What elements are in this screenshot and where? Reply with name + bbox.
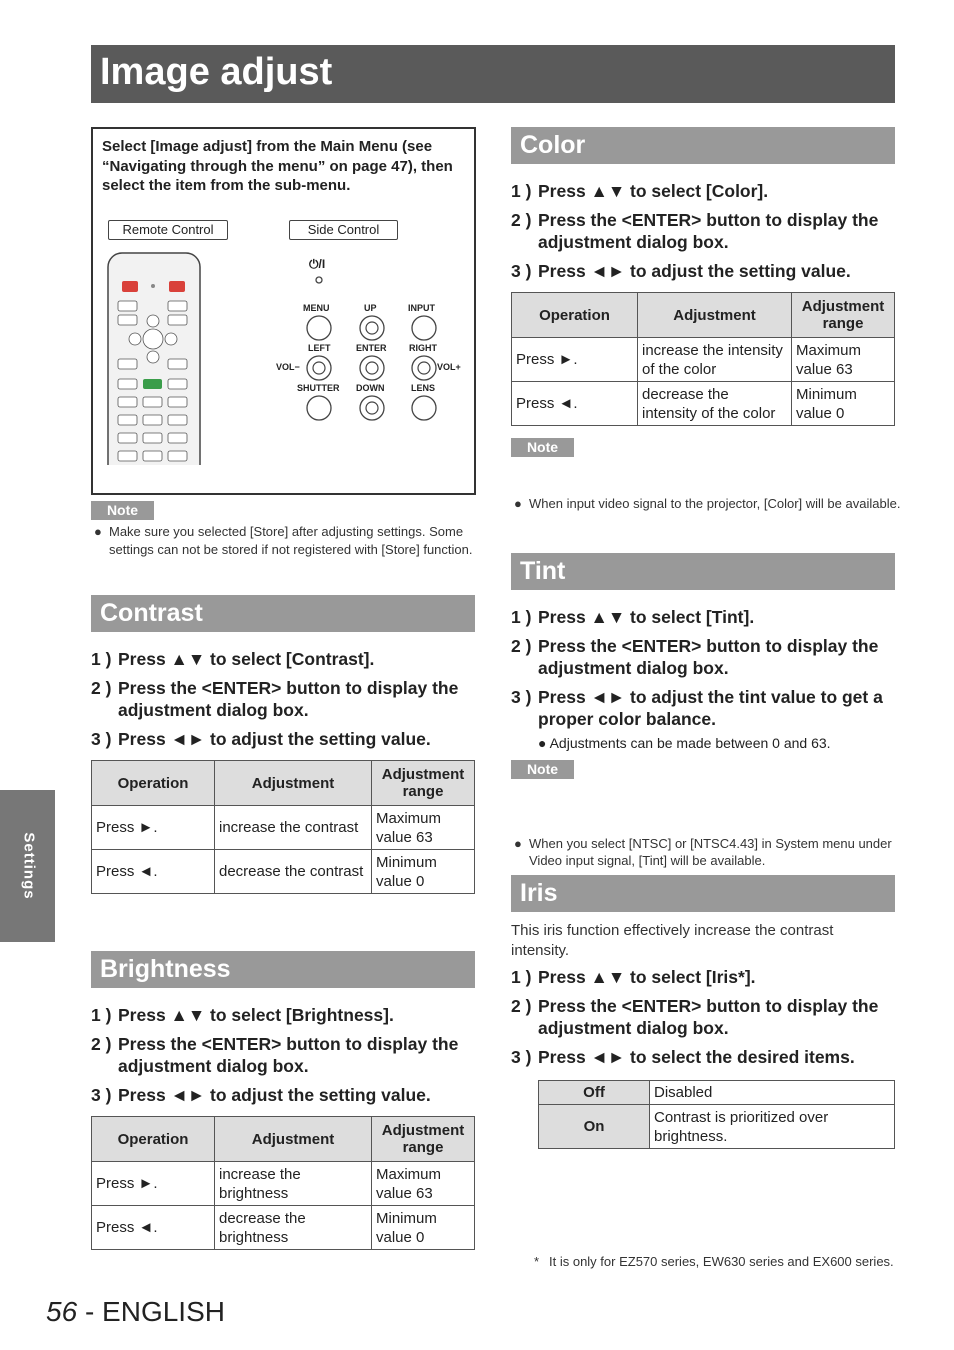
step-text: Press ◄► to select the desired items. [538, 1047, 855, 1067]
step [511, 260, 895, 282]
brightness-title: Brightness [100, 955, 231, 983]
header-range: Adjustment range [372, 761, 475, 806]
step [91, 677, 475, 721]
note-label: Note [511, 760, 574, 779]
iris-intro: This iris function effectively increase the contrast intensity. [511, 922, 834, 959]
tint-title: Tint [520, 557, 566, 585]
step-text: Press the <ENTER> button to display the adjustment dialog box. [118, 1034, 459, 1076]
step-number: 2 ) [91, 1034, 112, 1054]
note-label: Note [511, 438, 574, 457]
brightness-steps [91, 1004, 475, 1113]
header-range: Adjustment range [372, 1117, 475, 1162]
step-text: Press ▲▼ to select [Contrast]. [118, 649, 375, 669]
step-number: 3 ) [511, 261, 532, 281]
iris-option-on: On [539, 1105, 650, 1149]
footer-language: - ENGLISH [84, 1296, 225, 1327]
iris-title: Iris [520, 879, 558, 907]
tint-note-text: When you select [NTSC] or [NTSC4.43] in System menu under Video input signal, [Tint] will be available. [529, 835, 892, 868]
step-text: Press ▲▼ to select [Brightness]. [118, 1005, 394, 1025]
step-number: 1 ) [91, 649, 112, 669]
step-text: Press ▲▼ to select [Tint]. [538, 607, 755, 627]
bullet-icon: ● [94, 524, 102, 539]
step [91, 648, 475, 670]
intro-note [91, 523, 489, 558]
side-control-label: Side Control [289, 220, 398, 240]
step-number: 3 ) [511, 687, 532, 707]
brightness-heading [91, 951, 475, 988]
header-operation: Operation [512, 293, 638, 338]
cell-adjustment: increase the contrast [215, 806, 372, 850]
step-number: 1 ) [511, 181, 532, 201]
step [511, 635, 895, 679]
cell-operation: Press ►. [92, 806, 215, 850]
table-row [92, 806, 475, 850]
step-number: 1 ) [91, 1005, 112, 1025]
step [511, 209, 895, 253]
iris-footnote [531, 1253, 911, 1271]
step-text: Press the <ENTER> button to display the adjustment dialog box. [538, 996, 879, 1038]
step [511, 995, 895, 1039]
color-table [511, 292, 895, 426]
cell-range: Minimum value 0 [792, 382, 895, 426]
tint-sub-note [538, 732, 895, 754]
header-range: Adjustment range [792, 293, 895, 338]
step-number: 2 ) [511, 996, 532, 1016]
intro-text: Select [Image adjust] from the Main Menu (see “Navigating through the menu” on page 47), then select the item from the sub-menu. [102, 138, 453, 194]
down-button-label: DOWN [356, 383, 385, 393]
page-number: 56 [46, 1296, 78, 1327]
color-note [511, 495, 909, 513]
footnote-mark: * [534, 1253, 540, 1269]
side-tab [0, 790, 55, 942]
step-number: 3 ) [91, 729, 112, 749]
step [91, 1004, 475, 1026]
cell-range: Maximum value 63 [372, 1162, 475, 1206]
up-button-label: UP [364, 303, 377, 313]
step [511, 966, 895, 988]
iris-table [538, 1080, 895, 1149]
shutter-button-label: SHUTTER [297, 383, 340, 393]
table-row [539, 1081, 895, 1105]
step-text: Press the <ENTER> button to display the adjustment dialog box. [118, 678, 459, 720]
header-operation: Operation [92, 761, 215, 806]
iris-option-off: Off [539, 1081, 650, 1105]
cell-adjustment: increase the intensity of the color [638, 338, 792, 382]
side-control-illustration [269, 251, 474, 426]
right-button-label: RIGHT [409, 343, 437, 353]
bullet-icon: ● [538, 735, 550, 751]
step [91, 1084, 475, 1106]
step-number: 2 ) [511, 636, 532, 656]
table-row [512, 382, 895, 426]
cell-adjustment: decrease the intensity of the color [638, 382, 792, 426]
step-text: Press ◄► to adjust the setting value. [118, 1085, 431, 1105]
tint-note [511, 835, 913, 870]
step [91, 1033, 475, 1077]
step-text: Press ▲▼ to select [Color]. [538, 181, 769, 201]
iris-option-on-desc: Contrast is prioritized over brightness. [650, 1105, 895, 1149]
step-number: 2 ) [511, 210, 532, 230]
footer [46, 1296, 225, 1328]
header-adjustment: Adjustment [215, 761, 372, 806]
vol-minus-label: VOL− [276, 362, 300, 372]
step-number: 3 ) [511, 1047, 532, 1067]
step-text: Press the <ENTER> button to display the adjustment dialog box. [538, 210, 879, 252]
table-row [92, 850, 475, 894]
cell-operation: Press ◄. [512, 382, 638, 426]
step-text: Press ▲▼ to select [Iris*]. [538, 967, 756, 987]
table-row [512, 338, 895, 382]
color-note-text: When input video signal to the projector, [Color] will be available. [529, 496, 901, 511]
cell-adjustment: decrease the brightness [215, 1206, 372, 1250]
remote-control-label: Remote Control [108, 220, 228, 240]
side-tab-label: Settings [20, 832, 38, 900]
step [511, 686, 895, 754]
cell-operation: Press ◄. [92, 850, 215, 894]
step [511, 180, 895, 202]
intro-box [91, 127, 476, 495]
power-button-label: ⏻/I [309, 257, 326, 271]
cell-range: Minimum value 0 [372, 1206, 475, 1250]
cell-operation: Press ►. [512, 338, 638, 382]
menu-button-label: MENU [303, 303, 330, 313]
iris-option-off-desc: Disabled [650, 1081, 895, 1105]
step-number: 2 ) [91, 678, 112, 698]
cell-range: Minimum value 0 [372, 850, 475, 894]
intro-note-text: Make sure you selected [Store] after adjusting settings. Some settings can not be stored if not registered with [Store] function. [109, 524, 473, 557]
page-title: Image adjust [100, 51, 333, 93]
step-text: Press ◄► to adjust the setting value. [118, 729, 431, 749]
cell-operation: Press ►. [92, 1162, 215, 1206]
tint-heading [511, 553, 895, 590]
table-row [92, 1162, 475, 1206]
brightness-table [91, 1116, 475, 1250]
header-operation: Operation [92, 1117, 215, 1162]
tint-steps [511, 606, 895, 761]
input-button-label: INPUT [408, 303, 435, 313]
bullet-icon: ● [514, 835, 522, 851]
step-text: Press the <ENTER> button to display the adjustment dialog box. [538, 636, 879, 678]
cell-operation: Press ◄. [92, 1206, 215, 1250]
iris-footnote-text: It is only for EZ570 series, EW630 series and EX600 series. [549, 1253, 894, 1269]
step [511, 1046, 895, 1068]
table-row [92, 1206, 475, 1250]
table-row [539, 1105, 895, 1149]
bullet-icon: ● [514, 496, 522, 511]
contrast-heading [91, 595, 475, 632]
header-adjustment: Adjustment [638, 293, 792, 338]
contrast-title: Contrast [100, 599, 203, 627]
header-adjustment: Adjustment [215, 1117, 372, 1162]
step-number: 1 ) [511, 967, 532, 987]
page-title-bar [91, 45, 895, 103]
step-number: 1 ) [511, 607, 532, 627]
color-steps [511, 180, 895, 289]
cell-range: Maximum value 63 [792, 338, 895, 382]
step-number: 3 ) [91, 1085, 112, 1105]
step [511, 606, 895, 628]
lens-button-label: LENS [411, 383, 436, 393]
contrast-steps [91, 648, 475, 757]
step-text: Press ◄► to adjust the setting value. [538, 261, 851, 281]
left-button-label: LEFT [308, 343, 331, 353]
enter-button-label: ENTER [356, 343, 387, 353]
vol-plus-label: VOL+ [437, 362, 461, 372]
cell-adjustment: increase the brightness [215, 1162, 372, 1206]
tint-sub-text: Adjustments can be made between 0 and 63. [549, 735, 831, 751]
step-text: Press ◄► to adjust the tint value to get a proper color balance. [538, 687, 883, 729]
note-label: Note [91, 501, 154, 520]
cell-adjustment: decrease the contrast [215, 850, 372, 894]
remote-control-illustration [105, 249, 205, 465]
cell-range: Maximum value 63 [372, 806, 475, 850]
contrast-table [91, 760, 475, 894]
step [91, 728, 475, 750]
iris-steps [511, 966, 895, 1075]
color-title: Color [520, 131, 586, 159]
iris-heading [511, 875, 895, 912]
color-heading [511, 127, 895, 164]
